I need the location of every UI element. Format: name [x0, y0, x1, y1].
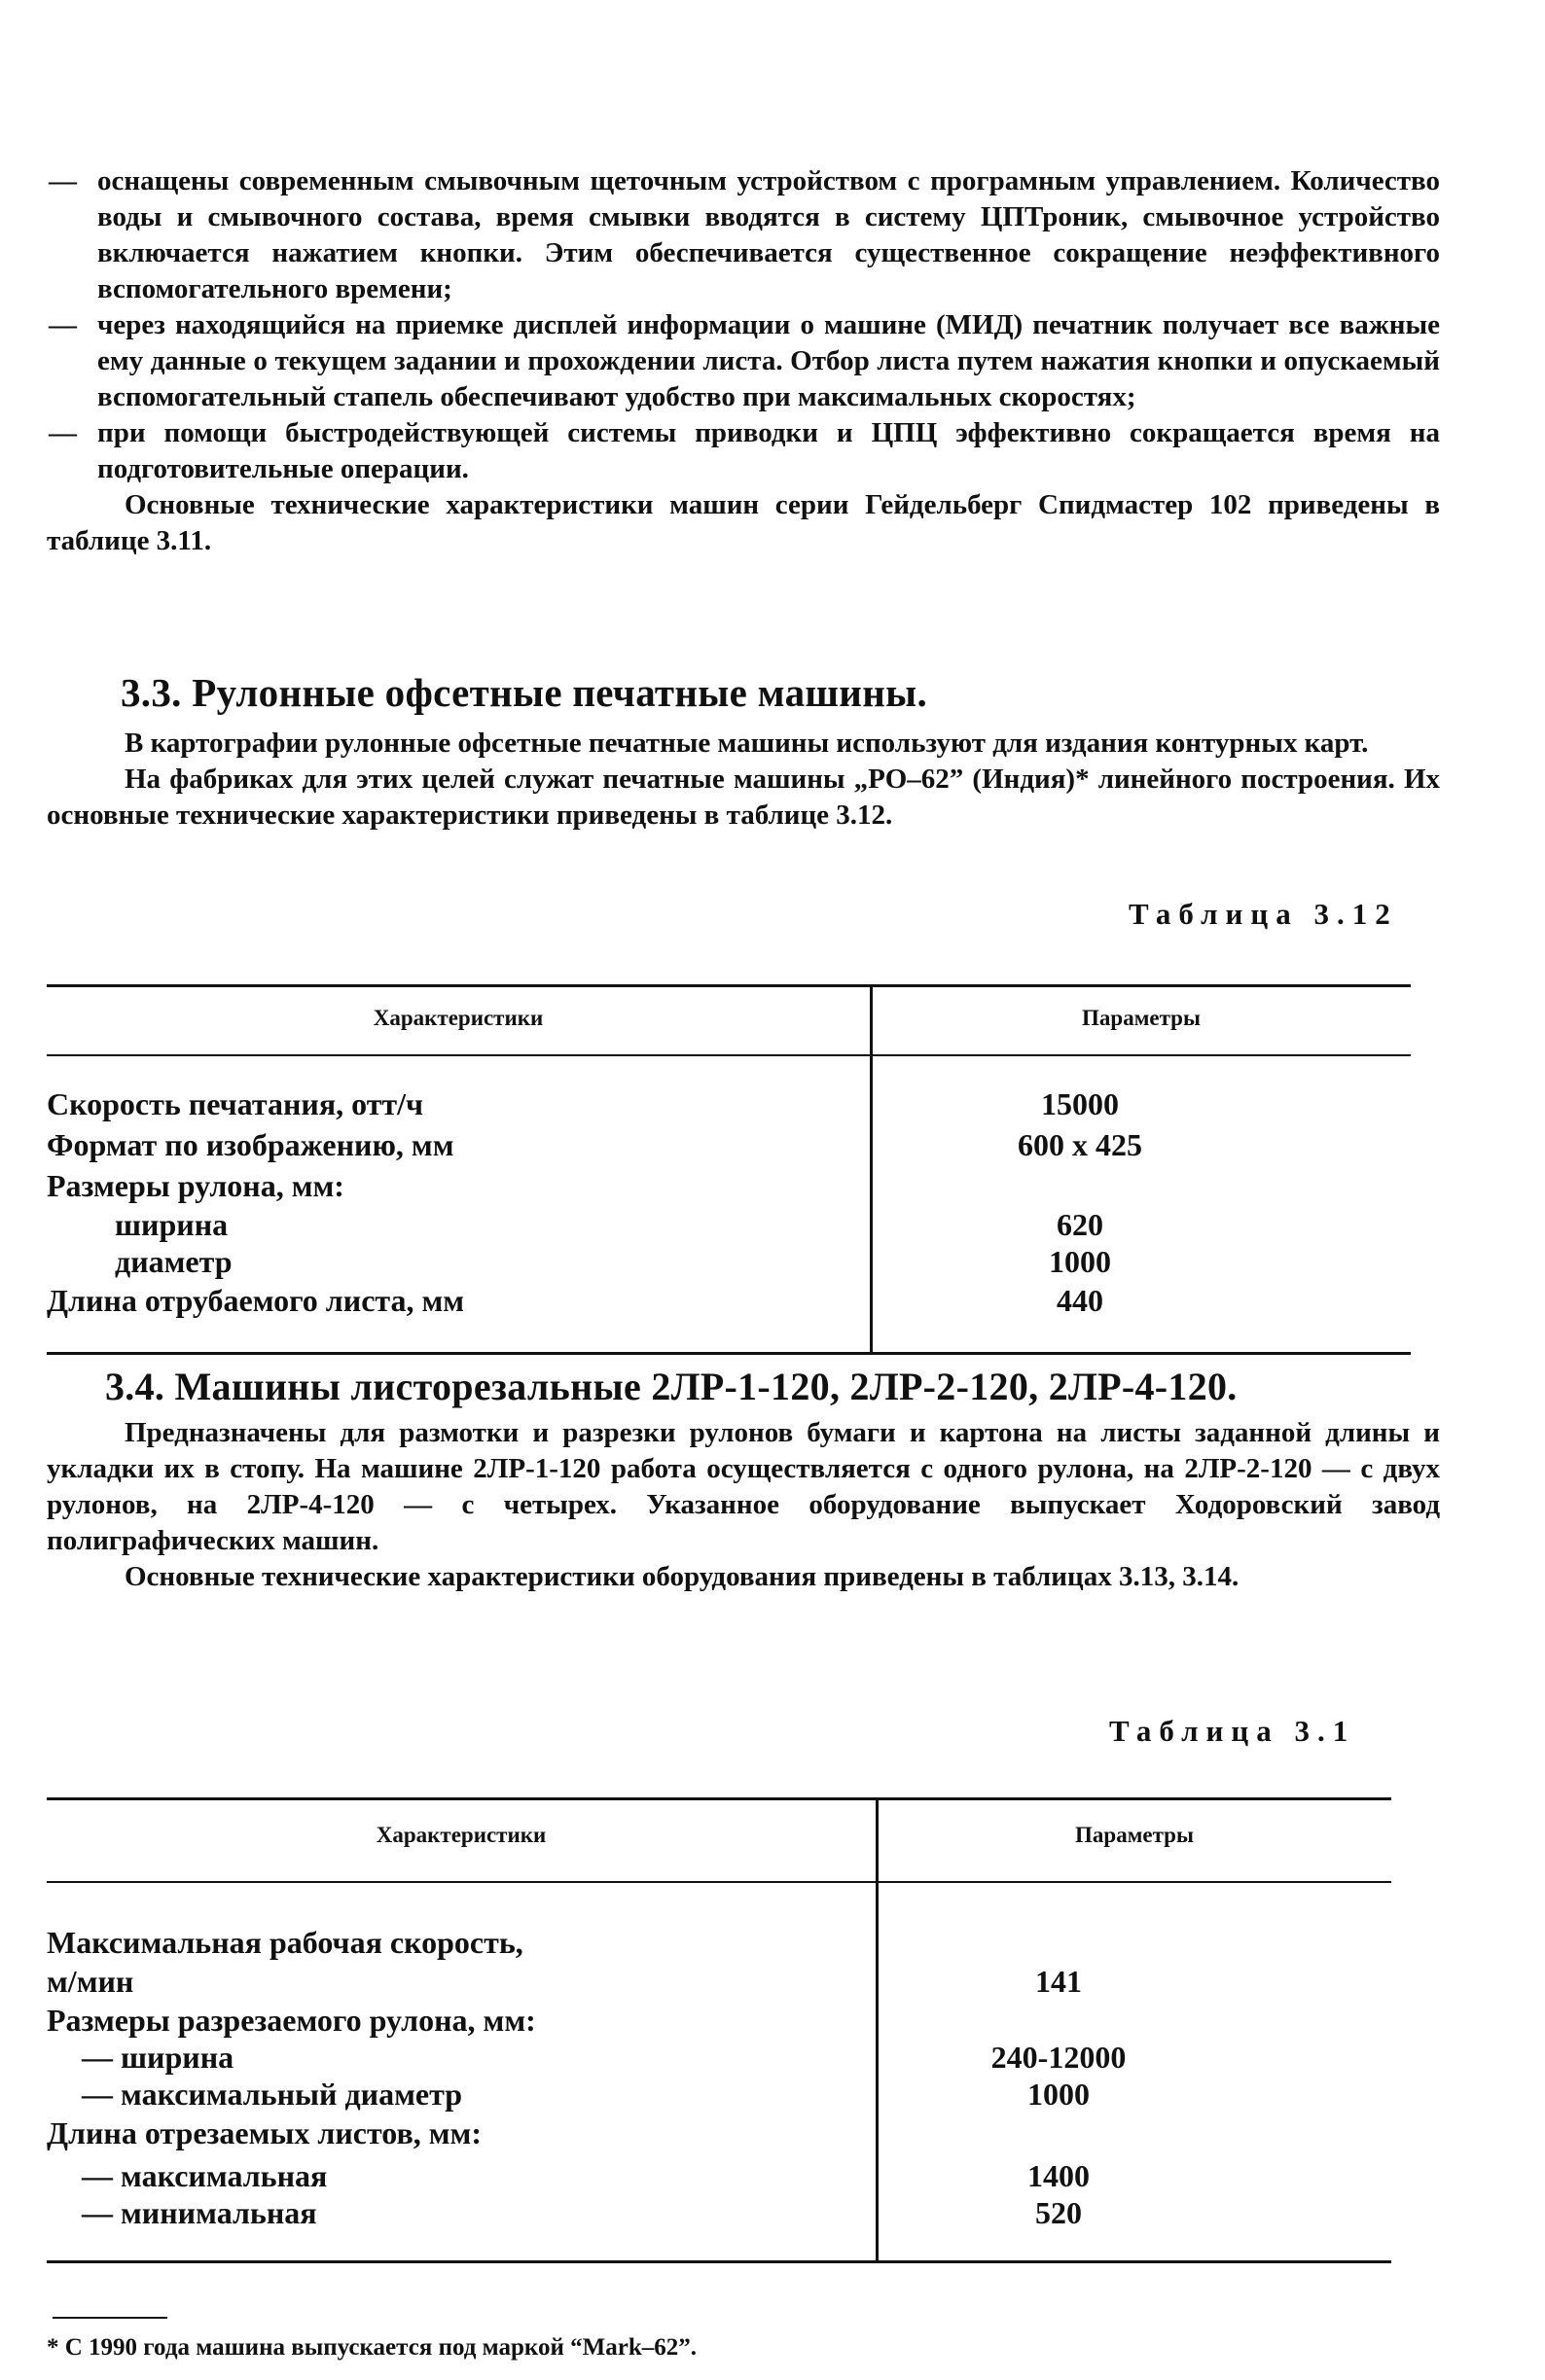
list-item: [47, 163, 1440, 307]
footnote-rule: [53, 2317, 167, 2319]
table-bottom-rule: [47, 2260, 1391, 2263]
table-cell-label: Формат по изображению, мм: [47, 1127, 454, 1162]
list-item-text: через находящийся на приемке дисплей информации о машине (МИД) печатник получает все важные ему данные о текущем задании и прохождении листа. Отбор листа путем нажатия кнопки и опускаемый вспомогательный стапель обеспечивают удобство при максимальных скоростях;: [97, 309, 1440, 412]
header-rule: [47, 1881, 1391, 1883]
table-cell-label: — минимальная: [82, 2195, 317, 2230]
table-cell-value: 440: [1057, 1283, 1103, 1318]
table-cell-value: 15000: [1041, 1086, 1119, 1121]
table-caption: Таблица 3.12: [1129, 897, 1398, 931]
table-cell-value: 240-12000: [990, 2040, 1127, 2075]
header-rule: [47, 1054, 1411, 1056]
list-item-text: при помощи быстродействующей системы приводки и ЦПЦ эффективно сокращается время на подготовительные операции.: [97, 417, 1440, 484]
table-caption: Таблица 3.1: [1109, 1714, 1356, 1748]
section-3-4: [47, 1364, 1440, 1595]
column-header: Параметры: [1075, 1823, 1194, 1847]
table-cell-label: ширина: [115, 1207, 229, 1242]
footnote: * С 1990 года машина выпускается под маркой “Mark–62”.: [47, 2334, 697, 2361]
section-3-3: [47, 669, 1440, 834]
column-header: Характеристики: [373, 1006, 544, 1030]
table-cell-label: Скорость печатания, отт/ч: [47, 1086, 424, 1121]
section-heading: 3.3. Рулонные офсетные печатные машины.: [121, 670, 928, 715]
list-item: [47, 307, 1440, 415]
table-cell-label: Длина отрубаемого листа, мм: [47, 1283, 465, 1318]
column-header: Параметры: [1082, 1006, 1201, 1030]
intro-closing-paragraph: Основные технические характеристики машин серии Гейдельберг Спидмастер 102 приведены в таблице 3.11.: [47, 489, 1440, 556]
table-top-rule: [47, 1797, 1391, 1800]
section-heading: 3.4. Машины листорезальные 2ЛР-1-120, 2ЛР-2-120, 2ЛР-4-120.: [105, 1365, 1238, 1408]
table-cell-label: Размеры разрезаемого рулона, мм:: [47, 2003, 536, 2038]
list-item-text: оснащены современным смывочным щеточным устройством с програмным управлением. Количество воды и смывочного состава, время смывки вводятся в систему ЦПТроник, смывочное устройство включается нажатием кнопки. Этим обеспечивается существенное сокращение неэффективного вспомогательного времени;: [97, 165, 1440, 304]
column-header: Характеристики: [376, 1823, 547, 1847]
paragraph: Основные технические характеристики оборудования приведены в таблицах 3.13, 3.14.: [125, 1561, 1240, 1592]
table-cell-value: 520: [1035, 2195, 1082, 2230]
table-cell-label: Максимальная рабочая скорость,: [47, 1925, 523, 1960]
table-cell-label: Длина отрезаемых листов, мм:: [47, 2115, 482, 2150]
table-cell-value: 1000: [1027, 2077, 1090, 2112]
table-cell-label: диаметр: [115, 1244, 233, 1279]
table-cell-value: 141: [1035, 1964, 1082, 1999]
table-cell-label: Размеры рулона, мм:: [47, 1168, 344, 1203]
table-cell-value: 620: [1057, 1207, 1103, 1242]
table-cell-label: — ширина: [82, 2040, 234, 2075]
table-cell-value: 1000: [1049, 1244, 1111, 1279]
table-cell-label: — максимальный диаметр: [82, 2077, 462, 2112]
table-top-rule: [47, 984, 1411, 987]
dash-marker: —: [49, 165, 77, 196]
table-cell-label: м/мин: [47, 1964, 134, 1999]
paragraph: В картографии рулонные офсетные печатные машины используют для издания контурных карт.: [125, 728, 1369, 759]
table-cell-value: 1400: [1027, 2158, 1090, 2193]
table-bottom-rule: [47, 1352, 1411, 1355]
table-cell-value: 600 x 425: [1018, 1127, 1142, 1162]
dash-marker: —: [49, 309, 77, 340]
dash-marker: —: [49, 417, 77, 448]
paragraph: Предназначены для размотки и разрезки рулонов бумаги и картона на листы заданной длины и укладки их в стопу. На машине 2ЛР-1-120 работа осуществляется с одного рулона, на 2ЛР-2-120 — с двух рулонов, на 2ЛР-4-120 — с четырех. Указанное оборудование выпускает Ходоровский завод полиграфических машин.: [47, 1417, 1440, 1556]
paragraph: На фабриках для этих целей служат печатные машины „РО–62” (Индия)* линейного построения. Их основные технические характеристики приведены в таблице 3.12.: [47, 764, 1440, 831]
intro-list: [47, 163, 1440, 559]
list-item: [47, 415, 1440, 487]
table-cell-label: — максимальная: [82, 2158, 328, 2193]
